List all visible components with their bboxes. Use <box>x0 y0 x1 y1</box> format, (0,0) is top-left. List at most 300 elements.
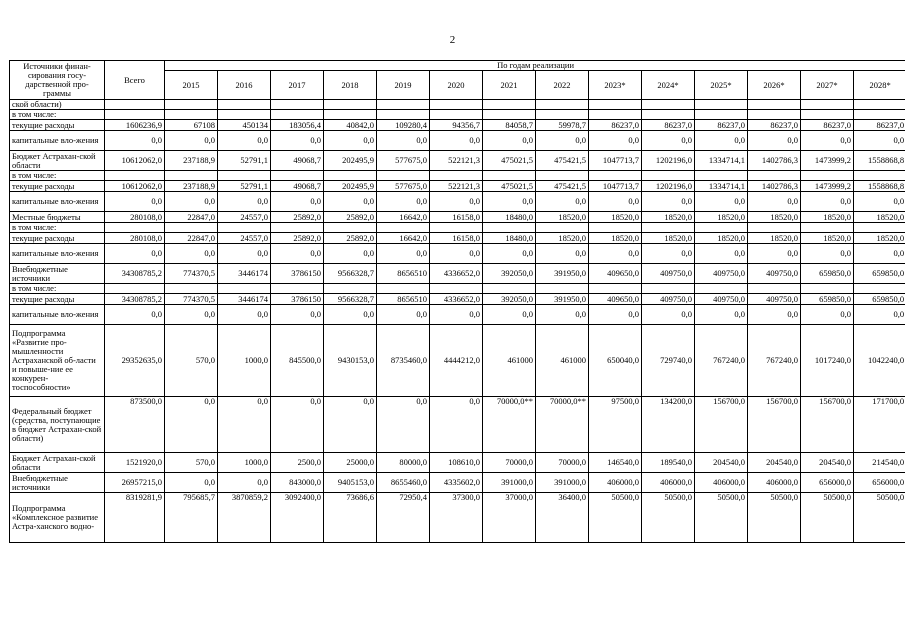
value-cell <box>377 284 430 294</box>
value-cell <box>536 171 589 181</box>
value-cell: 0,0 <box>642 192 695 212</box>
value-cell: 156700,0 <box>695 397 748 453</box>
value-cell: 70000,0 <box>536 453 589 473</box>
value-cell: 0,0 <box>165 244 218 264</box>
value-cell: 3446174 <box>218 264 271 284</box>
value-cell: 50500,0 <box>589 493 642 543</box>
value-cell <box>430 284 483 294</box>
year-column-header: 2018 <box>324 71 377 100</box>
table-row <box>10 233 905 244</box>
row-label: капитальные вло-жения <box>10 244 105 264</box>
year-column-header: 2028* <box>854 71 905 100</box>
value-cell: 202495,9 <box>324 151 377 171</box>
value-cell <box>324 223 377 233</box>
total-cell: 8319281,9 <box>105 493 165 543</box>
value-cell <box>801 284 854 294</box>
value-cell <box>642 110 695 120</box>
value-cell: 25000,0 <box>324 453 377 473</box>
value-cell: 0,0 <box>271 244 324 264</box>
value-cell: 146540,0 <box>589 453 642 473</box>
value-cell: 1402786,3 <box>748 181 801 192</box>
value-cell: 4444212,0 <box>430 325 483 397</box>
value-cell: 4336652,0 <box>430 264 483 284</box>
value-cell: 3092400,0 <box>271 493 324 543</box>
value-cell: 522121,3 <box>430 181 483 192</box>
source-column-header: Источники финан-сирования госу-дарственной про-граммы <box>10 61 105 100</box>
value-cell <box>854 223 905 233</box>
total-column-header: Всего <box>105 61 165 100</box>
value-cell: 156700,0 <box>748 397 801 453</box>
value-cell: 0,0 <box>218 131 271 151</box>
value-cell: 522121,3 <box>430 151 483 171</box>
row-label: в том числе: <box>10 171 105 181</box>
value-cell: 0,0 <box>748 305 801 325</box>
value-cell: 0,0 <box>165 305 218 325</box>
value-cell: 0,0 <box>642 305 695 325</box>
value-cell: 8656510 <box>377 294 430 305</box>
value-cell: 659850,0 <box>801 294 854 305</box>
total-cell: 1521920,0 <box>105 453 165 473</box>
table-body <box>10 100 905 543</box>
table-row <box>10 151 905 171</box>
value-cell: 1047713,7 <box>589 181 642 192</box>
year-column-header: 2023* <box>589 71 642 100</box>
value-cell: 24557,0 <box>218 233 271 244</box>
value-cell: 0,0 <box>324 244 377 264</box>
value-cell: 729740,0 <box>642 325 695 397</box>
table-row <box>10 100 905 110</box>
value-cell: 25892,0 <box>271 212 324 223</box>
total-cell: 0,0 <box>105 192 165 212</box>
value-cell: 9566328,7 <box>324 294 377 305</box>
value-cell: 1202196,0 <box>642 181 695 192</box>
value-cell: 86237,0 <box>801 120 854 131</box>
row-label: Федеральный бюджет (средства, поступающие в бюджет Астрахан-ской области) <box>10 397 105 453</box>
value-cell: 774370,5 <box>165 294 218 305</box>
value-cell: 18520,0 <box>748 233 801 244</box>
value-cell: 183056,4 <box>271 120 324 131</box>
table-row <box>10 110 905 120</box>
value-cell <box>589 171 642 181</box>
value-cell: 392050,0 <box>483 294 536 305</box>
value-cell: 18520,0 <box>642 233 695 244</box>
value-cell: 52791,1 <box>218 151 271 171</box>
value-cell: 18480,0 <box>483 212 536 223</box>
total-cell: 34308785,2 <box>105 294 165 305</box>
value-cell: 406000,0 <box>748 473 801 493</box>
value-cell: 50500,0 <box>748 493 801 543</box>
value-cell: 108610,0 <box>430 453 483 473</box>
value-cell: 0,0 <box>801 244 854 264</box>
row-label: Внебюджетные источники <box>10 473 105 493</box>
value-cell: 0,0 <box>377 131 430 151</box>
value-cell: 0,0 <box>165 397 218 453</box>
value-cell: 0,0 <box>801 131 854 151</box>
value-cell: 18520,0 <box>801 233 854 244</box>
value-cell: 97500,0 <box>589 397 642 453</box>
value-cell: 22847,0 <box>165 212 218 223</box>
value-cell: 8735460,0 <box>377 325 430 397</box>
value-cell: 0,0 <box>218 305 271 325</box>
row-label: Бюджет Астрахан-ской области <box>10 151 105 171</box>
row-label: капитальные вло-жения <box>10 305 105 325</box>
row-label: ской области) <box>10 100 105 110</box>
table-row <box>10 223 905 233</box>
row-label: капитальные вло-жения <box>10 192 105 212</box>
value-cell: 50500,0 <box>695 493 748 543</box>
row-label: Внебюджетные источники <box>10 264 105 284</box>
value-cell: 50500,0 <box>801 493 854 543</box>
value-cell: 40842,0 <box>324 120 377 131</box>
table-row <box>10 131 905 151</box>
total-cell <box>105 110 165 120</box>
value-cell: 16158,0 <box>430 212 483 223</box>
value-cell: 450134 <box>218 120 271 131</box>
value-cell: 0,0 <box>165 473 218 493</box>
value-cell: 0,0 <box>377 192 430 212</box>
table-row <box>10 120 905 131</box>
value-cell: 50500,0 <box>642 493 695 543</box>
table-row <box>10 305 905 325</box>
value-cell: 18520,0 <box>801 212 854 223</box>
value-cell: 795685,7 <box>165 493 218 543</box>
value-cell: 18520,0 <box>854 212 905 223</box>
value-cell: 0,0 <box>324 131 377 151</box>
value-cell: 0,0 <box>377 397 430 453</box>
years-group-header: По годам реализации <box>165 61 905 71</box>
total-cell: 280108,0 <box>105 212 165 223</box>
value-cell: 18520,0 <box>536 212 589 223</box>
value-cell: 0,0 <box>165 131 218 151</box>
table-row <box>10 284 905 294</box>
value-cell: 392050,0 <box>483 264 536 284</box>
value-cell: 70000,0 <box>483 453 536 473</box>
total-cell <box>105 284 165 294</box>
row-label: Подпрограмма «Развитие про-мышленности Астраханской об-ласти и повыше-ние ее конкурен-тоспособности» <box>10 325 105 397</box>
value-cell <box>218 284 271 294</box>
value-cell: 49068,7 <box>271 151 324 171</box>
value-cell <box>271 223 324 233</box>
value-cell: 1558868,8 <box>854 181 905 192</box>
total-cell: 0,0 <box>105 244 165 264</box>
row-label: Местные бюджеты <box>10 212 105 223</box>
value-cell <box>642 284 695 294</box>
value-cell: 36400,0 <box>536 493 589 543</box>
value-cell: 70000,0** <box>536 397 589 453</box>
value-cell <box>536 284 589 294</box>
value-cell: 25892,0 <box>324 212 377 223</box>
value-cell: 461000 <box>483 325 536 397</box>
value-cell: 0,0 <box>801 305 854 325</box>
value-cell <box>324 171 377 181</box>
value-cell: 3446174 <box>218 294 271 305</box>
value-cell: 0,0 <box>483 131 536 151</box>
value-cell: 4336652,0 <box>430 294 483 305</box>
year-column-header: 2019 <box>377 71 430 100</box>
value-cell: 0,0 <box>377 244 430 264</box>
year-column-header: 2025* <box>695 71 748 100</box>
value-cell: 214540,0 <box>854 453 905 473</box>
value-cell <box>854 284 905 294</box>
value-cell: 0,0 <box>642 244 695 264</box>
value-cell <box>536 223 589 233</box>
value-cell: 0,0 <box>536 131 589 151</box>
value-cell <box>801 110 854 120</box>
value-cell: 577675,0 <box>377 151 430 171</box>
value-cell: 656000,0 <box>801 473 854 493</box>
value-cell: 25892,0 <box>271 233 324 244</box>
value-cell <box>748 171 801 181</box>
value-cell: 659850,0 <box>854 264 905 284</box>
value-cell: 0,0 <box>589 131 642 151</box>
value-cell: 237188,9 <box>165 181 218 192</box>
value-cell: 1000,0 <box>218 325 271 397</box>
year-column-header: 2027* <box>801 71 854 100</box>
value-cell: 70000,0** <box>483 397 536 453</box>
value-cell: 59978,7 <box>536 120 589 131</box>
value-cell: 80000,0 <box>377 453 430 473</box>
value-cell: 94356,7 <box>430 120 483 131</box>
value-cell: 0,0 <box>748 192 801 212</box>
value-cell: 72950,4 <box>377 493 430 543</box>
total-cell: 1606236,9 <box>105 120 165 131</box>
row-label: текущие расходы <box>10 294 105 305</box>
value-cell <box>854 110 905 120</box>
value-cell: 0,0 <box>695 244 748 264</box>
value-cell <box>218 171 271 181</box>
year-column-header: 2016 <box>218 71 271 100</box>
value-cell: 0,0 <box>165 192 218 212</box>
year-column-header: 2026* <box>748 71 801 100</box>
value-cell: 0,0 <box>324 397 377 453</box>
value-cell <box>589 110 642 120</box>
value-cell: 0,0 <box>589 192 642 212</box>
value-cell: 0,0 <box>536 192 589 212</box>
value-cell: 9430153,0 <box>324 325 377 397</box>
value-cell: 86237,0 <box>854 120 905 131</box>
value-cell: 843000,0 <box>271 473 324 493</box>
value-cell: 845500,0 <box>271 325 324 397</box>
value-cell: 204540,0 <box>695 453 748 473</box>
value-cell <box>695 223 748 233</box>
value-cell <box>642 171 695 181</box>
value-cell: 18520,0 <box>748 212 801 223</box>
value-cell: 577675,0 <box>377 181 430 192</box>
year-column-header: 2022 <box>536 71 589 100</box>
table-row <box>10 453 905 473</box>
value-cell: 18480,0 <box>483 233 536 244</box>
value-cell: 18520,0 <box>589 233 642 244</box>
year-column-header: 2020 <box>430 71 483 100</box>
value-cell: 0,0 <box>483 305 536 325</box>
value-cell: 1402786,3 <box>748 151 801 171</box>
value-cell: 86237,0 <box>748 120 801 131</box>
value-cell: 391000,0 <box>483 473 536 493</box>
row-label: Подпрограмма «Комплексное развитие Астра-ханского водно- <box>10 493 105 543</box>
value-cell <box>748 223 801 233</box>
value-cell <box>165 110 218 120</box>
total-cell: 0,0 <box>105 305 165 325</box>
value-cell: 84058,7 <box>483 120 536 131</box>
value-cell: 409650,0 <box>589 294 642 305</box>
total-cell: 34308785,2 <box>105 264 165 284</box>
value-cell: 18520,0 <box>536 233 589 244</box>
total-cell: 873500,0 <box>105 397 165 453</box>
value-cell: 202495,9 <box>324 181 377 192</box>
total-cell: 0,0 <box>105 131 165 151</box>
value-cell: 8656510 <box>377 264 430 284</box>
value-cell: 650040,0 <box>589 325 642 397</box>
total-cell: 10612062,0 <box>105 151 165 171</box>
row-label: в том числе: <box>10 223 105 233</box>
value-cell: 570,0 <box>165 325 218 397</box>
value-cell: 156700,0 <box>801 397 854 453</box>
value-cell <box>695 284 748 294</box>
value-cell: 406000,0 <box>589 473 642 493</box>
value-cell: 0,0 <box>483 244 536 264</box>
value-cell: 3786150 <box>271 294 324 305</box>
value-cell: 0,0 <box>854 244 905 264</box>
value-cell: 1473999,2 <box>801 151 854 171</box>
value-cell: 50500,0 <box>854 493 905 543</box>
value-cell <box>801 223 854 233</box>
value-cell: 52791,1 <box>218 181 271 192</box>
row-label: текущие расходы <box>10 120 105 131</box>
value-cell: 409750,0 <box>642 264 695 284</box>
value-cell: 37300,0 <box>430 493 483 543</box>
value-cell: 1473999,2 <box>801 181 854 192</box>
value-cell: 4335602,0 <box>430 473 483 493</box>
value-cell: 18520,0 <box>854 233 905 244</box>
value-cell: 406000,0 <box>642 473 695 493</box>
value-cell <box>218 110 271 120</box>
value-cell <box>483 171 536 181</box>
value-cell: 1334714,1 <box>695 151 748 171</box>
total-cell <box>105 171 165 181</box>
value-cell: 9566328,7 <box>324 264 377 284</box>
value-cell: 204540,0 <box>801 453 854 473</box>
value-cell <box>589 284 642 294</box>
value-cell <box>324 110 377 120</box>
value-cell: 1047713,7 <box>589 151 642 171</box>
total-cell: 280108,0 <box>105 233 165 244</box>
table-row <box>10 264 905 284</box>
value-cell: 1017240,0 <box>801 325 854 397</box>
year-column-header: 2024* <box>642 71 695 100</box>
value-cell: 391950,0 <box>536 294 589 305</box>
value-cell: 0,0 <box>536 244 589 264</box>
value-cell: 1042240,0 <box>854 325 905 397</box>
value-cell: 86237,0 <box>642 120 695 131</box>
value-cell <box>695 110 748 120</box>
value-cell: 0,0 <box>430 192 483 212</box>
value-cell: 475021,5 <box>483 151 536 171</box>
value-cell: 475021,5 <box>483 181 536 192</box>
value-cell <box>430 171 483 181</box>
value-cell: 1558868,8 <box>854 151 905 171</box>
value-cell: 134200,0 <box>642 397 695 453</box>
table-row <box>10 244 905 264</box>
value-cell: 0,0 <box>271 131 324 151</box>
value-cell: 406000,0 <box>695 473 748 493</box>
value-cell: 18520,0 <box>695 212 748 223</box>
value-cell: 204540,0 <box>748 453 801 473</box>
value-cell: 3870859,2 <box>218 493 271 543</box>
value-cell <box>377 171 430 181</box>
total-cell: 10612062,0 <box>105 181 165 192</box>
year-column-header: 2015 <box>165 71 218 100</box>
value-cell: 0,0 <box>430 131 483 151</box>
value-cell: 16158,0 <box>430 233 483 244</box>
value-cell <box>165 284 218 294</box>
value-cell: 409750,0 <box>748 294 801 305</box>
table-row <box>10 473 905 493</box>
table-row <box>10 493 905 543</box>
value-cell: 73686,6 <box>324 493 377 543</box>
value-cell: 767240,0 <box>748 325 801 397</box>
table-header <box>10 61 905 100</box>
value-cell: 189540,0 <box>642 453 695 473</box>
value-cell: 86237,0 <box>695 120 748 131</box>
table-row <box>10 192 905 212</box>
value-cell: 409750,0 <box>695 294 748 305</box>
value-cell: 0,0 <box>642 131 695 151</box>
value-cell: 774370,5 <box>165 264 218 284</box>
value-cell: 409750,0 <box>695 264 748 284</box>
value-cell: 0,0 <box>430 397 483 453</box>
value-cell <box>165 171 218 181</box>
value-cell: 18520,0 <box>642 212 695 223</box>
value-cell: 409750,0 <box>748 264 801 284</box>
value-cell <box>801 171 854 181</box>
table-row <box>10 171 905 181</box>
table-row <box>10 294 905 305</box>
value-cell <box>536 110 589 120</box>
value-cell: 18520,0 <box>589 212 642 223</box>
value-cell: 8655460,0 <box>377 473 430 493</box>
value-cell: 0,0 <box>377 305 430 325</box>
value-cell: 0,0 <box>324 305 377 325</box>
value-cell <box>324 284 377 294</box>
value-cell: 0,0 <box>695 192 748 212</box>
value-cell: 1334714,1 <box>695 181 748 192</box>
row-label: в том числе: <box>10 110 105 120</box>
value-cell: 0,0 <box>218 244 271 264</box>
value-cell: 16642,0 <box>377 233 430 244</box>
value-cell: 37000,0 <box>483 493 536 543</box>
value-cell: 659850,0 <box>854 294 905 305</box>
table-row <box>10 325 905 397</box>
year-column-header: 2021 <box>483 71 536 100</box>
value-cell <box>483 110 536 120</box>
value-cell: 475421,5 <box>536 181 589 192</box>
value-cell: 109280,4 <box>377 120 430 131</box>
value-cell: 0,0 <box>695 131 748 151</box>
value-cell <box>165 223 218 233</box>
value-cell: 659850,0 <box>801 264 854 284</box>
value-cell <box>589 223 642 233</box>
value-cell: 0,0 <box>430 244 483 264</box>
value-cell: 391950,0 <box>536 264 589 284</box>
value-cell: 22847,0 <box>165 233 218 244</box>
value-cell: 475421,5 <box>536 151 589 171</box>
value-cell: 237188,9 <box>165 151 218 171</box>
value-cell: 25892,0 <box>324 233 377 244</box>
value-cell: 409750,0 <box>642 294 695 305</box>
table-row <box>10 397 905 453</box>
value-cell: 67108 <box>165 120 218 131</box>
table-row <box>10 181 905 192</box>
